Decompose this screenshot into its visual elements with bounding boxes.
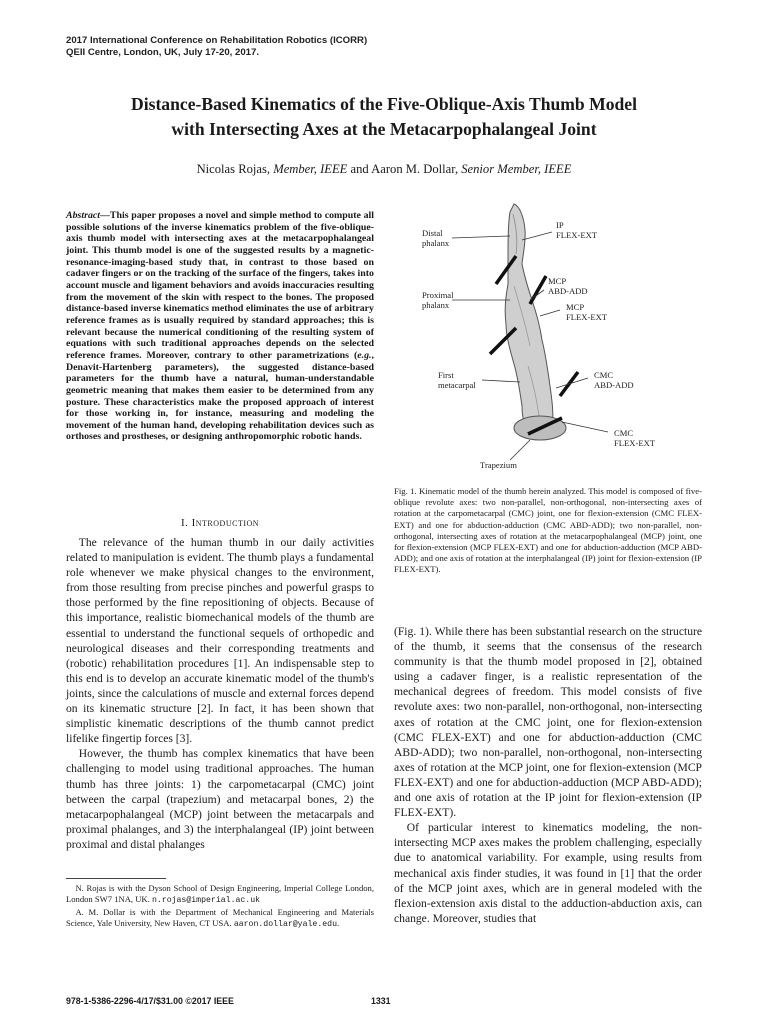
label-ip-2: FLEX-EXT [556,230,598,240]
abstract-dash: — [100,210,110,221]
leader-ip [522,232,552,240]
title-line-1: Distance-Based Kinematics of the Five-Oblique-Axis Thumb Model [131,94,637,114]
intro-paragraph-2: However, the thumb has complex kinematics that have been challenging to model using traditional approaches. The human thumb has three joints: 1) the carpometacarpal (CMC) joint between the carpal (trapezium) and metacarpal bones, 2) the metacarpophalangeal (MCP) joint between the metacarpals and proximal phalanges, and 3) the interphalangeal (IP) joint between proximal and distal phalanges [66,747,374,851]
author-1-name: Nicolas Rojas, [196,162,271,176]
leader-distal [452,236,510,238]
label-cmc-abd-2: ABD-ADD [594,380,634,390]
author-line [60,162,708,177]
label-mcp-flex-1: MCP [566,302,585,312]
author-1-role: Member, IEEE [273,162,348,176]
label-distal-2: phalanx [422,238,450,248]
leader-mcp-flex [540,310,560,316]
figure-thumb-model [410,196,700,476]
footnote-2-email: aaron.dollar@yale.edu [233,919,337,929]
author-conjunction: and [350,162,369,176]
label-cmc-flex-2: FLEX-EXT [614,438,656,448]
section-number: I. [180,517,189,529]
label-mcp-flex-2: FLEX-EXT [566,312,608,322]
footnote-1-text: N. Rojas is with the Dyson School of Design Engineering, Imperial College London, London SW7 1NA, UK. [66,883,374,905]
paper-title [60,92,708,142]
footnote [66,883,374,930]
right-column-body [394,624,702,926]
label-cmc-flex-1: CMC [614,428,634,438]
label-proximal-2: phalanx [422,300,450,310]
author-2-role: Senior Member, IEEE [461,162,572,176]
abstract [66,210,374,443]
label-mcp-abd-2: ABD-ADD [548,286,588,296]
figure-caption: Fig. 1. Kinematic model of the thumb herein analyzed. This model is composed of five-oblique revolute axes: two non-parallel, non-orthogonal, non-intersecting axes of rotation at the carpometacarpal (CMC) joint, one for flexion-extension (CMC FLEX-EXT) and one for abduction-adduction (CMC ABD-ADD); two non-parallel, non-orthogonal, intersecting axes of rotation at the metacarpophalangeal (MCP) joint, one for flexion-extension (MCP FLEX-EXT) and one for abduction-adduction (MCP ABD-ADD); and one axis of rotation at the interphalangeal (IP) joint for flexion-extension (IP FLEX-EXT). [394,486,702,575]
footer-page-number: 1331 [371,996,391,1006]
footnote-2-text: A. M. Dollar is with the Department of Mechanical Engineering and Materials Science, Yale University, New Haven, CT USA. [66,906,374,928]
right-paragraph-2: Of particular interest to kinematics modeling, the non-intersecting MCP axes makes the problem challenging, especially due to anatomical variability. For example, using results from mechanical axis finder studies, it was found in [1] that the order of the MCP joint axes, which are in general modeled with the flexion-extension axis distal to the adduction-abduction axis, can change. Moreover, studies that [394,821,702,925]
leader-trapezium [510,440,530,460]
footer-isbn: 978-1-5386-2296-4/17/$31.00 ©2017 IEEE [66,996,234,1006]
section-heading-introduction [66,517,374,529]
footnote-1-email: n.rojas@imperial.ac.uk [151,896,261,906]
conference-line-2: QEII Centre, London, UK, July 17-20, 2017. [66,47,259,58]
label-proximal-1: Proximal [422,290,454,300]
introduction-body [66,535,374,852]
author-2-name: Aaron M. Dollar, [371,162,459,176]
leader-cmc-flex [562,422,608,432]
footnote-rule [66,878,166,879]
leader-metacarpal [482,380,520,382]
section-title: Introduction [191,517,260,529]
abstract-text-a: This paper proposes a novel and simple method to compute all possible solutions of the inverse kinematics problem of the five-oblique-axis thumb model with intersecting axes at the metacarpophalangeal joint. This thumb model is one of the suggested results by a magnetic-resonance-imaging-based study that, in contrast to those based on cadaver fingers or on the tracking of the surface of the fingers, takes into account muscle and ligament behaviors and avoids inaccuracies resulting from the movement of the skin with respect to the bones. The proposed distance-based inverse kinematics method eliminates the use of arbitrary reference frames as is usually required by standard approaches; this is relevant because the numerical conditioning of the resulting system of equations with such traditional approaches depends on the selected reference frames. Moreover, contrary to other parametrizations ( [66,210,374,361]
right-paragraph-1: (Fig. 1). While there has been substantial research on the structure of the thumb, it seems that the consensus of the research community is that the thumb model proposed in [2], obtained using a cadaver finger, is a realistic representation of the mechanical degrees of freedom. This model consists of five revolute axes: two non-parallel, non-orthogonal, non-intersecting axes of rotation at the CMC joint, one for flexion-extension (CMC FLEX-EXT) and one for abduction-adduction (CMC ABD-ADD); two non-parallel, non-orthogonal, non-intersecting axes of rotation at the MCP joint, one for flexion-extension (MCP FLEX-EXT) and one for abduction-adduction (MCP ABD-ADD); and one axis of rotation at the IP joint for flexion-extension (IP FLEX-EXT). [394,625,702,820]
conference-line-1: 2017 International Conference on Rehabilitation Robotics (ICORR) [66,35,368,46]
footnote-author-2 [66,907,374,931]
label-metacarpal-1: First [438,370,454,380]
footnote-2-end: . [337,917,340,928]
label-metacarpal-2: metacarpal [438,380,476,390]
label-mcp-abd-1: MCP [548,276,567,286]
label-distal-1: Distal [422,228,443,238]
abstract-eg: e.g. [357,349,372,361]
label-cmc-abd-1: CMC [594,370,614,380]
abstract-label: Abstract [66,210,101,221]
thumb-model-illustration [410,196,700,476]
conference-header [66,35,367,59]
label-trapezium: Trapezium [480,460,517,470]
abstract-text-b: , Denavit-Hartenberg parameters), the suggested distance-based parameters for the thumb have a natural, human-understandable geometric meaning that makes them easier to be determined from any posture. These characteristics make the proposed approach of interest for those working in, for instance, measuring and modeling the movement of the human hand, developing rehabilitation devices such as orthoses and prostheses, or designing anthropomorphic robotic hands. [66,349,374,443]
label-ip-1: IP [556,220,564,230]
footnote-author-1 [66,883,374,907]
title-line-2: with Intersecting Axes at the Metacarpophalangeal Joint [171,119,597,139]
intro-paragraph-1: The relevance of the human thumb in our daily activities related to manipulation is evident. The thumb plays a fundamental role whenever we make physical changes to the environment, from those resulting from precise pinches and powerful grasps to those performed by the fine repositioning of objects. Because of this importance, realistic biomechanical models of the thumb are essential to understand the functional sequels of orthopedic and neurological diseases and their corresponding treatments and (robotic) rehabilitation procedures [1]. An indispensable step to this end is to develop an accurate kinematic model of the thumb's joints, since the calculations of muscle and external forces depend on its kinematic structure [2]. In fact, it has been shown that simplistic kinematic descriptions of the thumb cannot predict lifelike fingertip forces [3]. [66,536,374,746]
